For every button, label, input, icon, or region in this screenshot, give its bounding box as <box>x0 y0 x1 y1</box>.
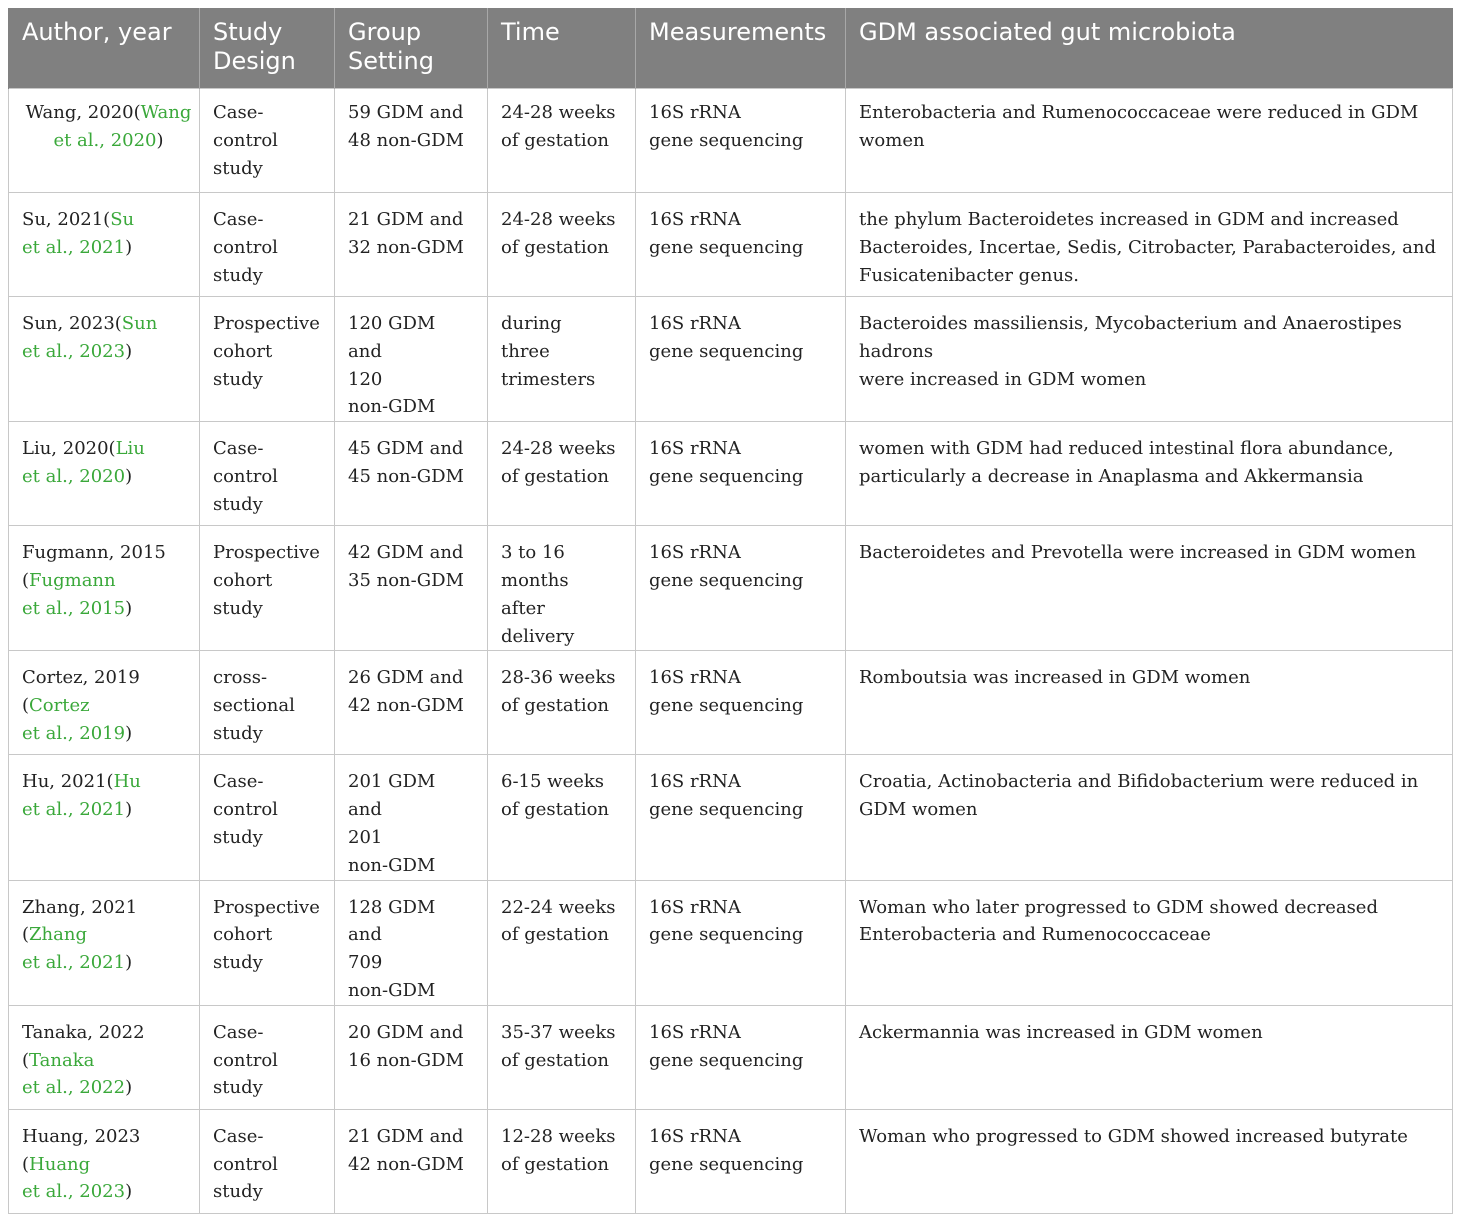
header-measurements: Measurements <box>636 8 846 89</box>
citation-link[interactable]: Liu <box>115 438 145 460</box>
group-cell: 128 GDM and 709 non-GDM <box>335 880 488 1005</box>
measurement-cell: 16S rRNA gene sequencing <box>636 89 846 193</box>
time-cell: 35-37 weeks of gestation <box>488 1005 636 1109</box>
citation-link[interactable]: et al., 2020 <box>22 465 126 487</box>
microbiota-cell: women with GDM had reduced intestinal flora abundance, particularly a decrease in Anaplasma and Akkermansia <box>846 422 1453 526</box>
citation-link[interactable]: et al., 2015 <box>22 597 126 619</box>
microbiota-cell: Woman who later progressed to GDM showed decreased Enterobacteria and Rumenococcaceae <box>846 880 1453 1005</box>
table-row <box>9 651 1453 755</box>
table-row <box>9 526 1453 651</box>
author-cell: Zhang, 2021 (Zhang et al., 2021) <box>9 880 200 1005</box>
author-cell: Sun, 2023(Sun et al., 2023) <box>9 297 200 422</box>
citation-link[interactable]: et al., 2019 <box>22 722 126 744</box>
measurement-cell: 16S rRNA gene sequencing <box>636 193 846 297</box>
group-cell: 21 GDM and 32 non-GDM <box>335 193 488 297</box>
measurement-cell: 16S rRNA gene sequencing <box>636 526 846 651</box>
citation-link[interactable]: Tanaka <box>29 1049 95 1071</box>
time-cell: 24-28 weeks of gestation <box>488 193 636 297</box>
microbiota-cell: the phylum Bacteroidetes increased in GDM and increased Bacteroides, Incertae, Sedis, Citrobacter, Parabacteroides, and Fusicatenibacter genus. <box>846 193 1453 297</box>
table-row <box>9 1005 1453 1109</box>
design-cell: Prospective cohort study <box>200 526 335 651</box>
citation-link[interactable]: et al., 2023 <box>22 1181 126 1203</box>
design-cell: Case- control study <box>200 755 335 880</box>
design-cell: Case- control study <box>200 422 335 526</box>
measurement-cell: 16S rRNA gene sequencing <box>636 651 846 755</box>
group-cell: 201 GDM and 201 non-GDM <box>335 755 488 880</box>
measurement-cell: 16S rRNA gene sequencing <box>636 1005 846 1109</box>
design-cell: Case- control study <box>200 89 335 193</box>
time-cell: during three trimesters <box>488 297 636 422</box>
header-gut-microbiota: GDM associated gut microbiota <box>846 8 1453 89</box>
group-cell: 59 GDM and 48 non-GDM <box>335 89 488 193</box>
author-cell: Hu, 2021(Hu et al., 2021) <box>9 755 200 880</box>
microbiota-cell: Romboutsia was increased in GDM women <box>846 651 1453 755</box>
microbiota-cell: Enterobacteria and Rumenococcaceae were reduced in GDM women <box>846 89 1453 193</box>
measurement-cell: 16S rRNA gene sequencing <box>636 755 846 880</box>
design-cell: Case- control study <box>200 1005 335 1109</box>
citation-link[interactable]: Hu <box>113 771 141 793</box>
citation-link[interactable]: et al., 2021 <box>22 236 126 258</box>
time-cell: 24-28 weeks of gestation <box>488 89 636 193</box>
time-cell: 24-28 weeks of gestation <box>488 422 636 526</box>
citation-link[interactable]: Su <box>110 209 135 230</box>
citation-link[interactable]: Sun <box>121 313 158 334</box>
header-author: Author, year <box>9 8 200 89</box>
design-cell: Case- control study <box>200 1109 335 1213</box>
microbiota-cell: Bacteroides massiliensis, Mycobacterium and Anaerostipes hadrons were increased in GDM women <box>846 297 1453 422</box>
design-cell: Case- control study <box>200 193 335 297</box>
microbiota-cell: Woman who progressed to GDM showed increased butyrate <box>846 1109 1453 1213</box>
citation-link[interactable]: Zhang <box>29 924 87 946</box>
citation-link[interactable]: et al., 2021 <box>22 799 126 821</box>
group-cell: 42 GDM and 35 non-GDM <box>335 526 488 651</box>
citation-link[interactable]: Fugmann <box>29 569 116 591</box>
microbiota-cell: Ackermannia was increased in GDM women <box>846 1005 1453 1109</box>
time-cell: 6-15 weeks of gestation <box>488 755 636 880</box>
time-cell: 28-36 weeks of gestation <box>488 651 636 755</box>
table-row <box>9 422 1453 526</box>
header-group-setting: Group Setting <box>335 8 488 89</box>
table-row <box>9 89 1453 193</box>
group-cell: 120 GDM and 120 non-GDM <box>335 297 488 422</box>
group-cell: 20 GDM and 16 non-GDM <box>335 1005 488 1109</box>
citation-link[interactable]: et al., 2023 <box>22 340 126 362</box>
design-cell: Prospective cohort study <box>200 880 335 1005</box>
measurement-cell: 16S rRNA gene sequencing <box>636 880 846 1005</box>
group-cell: 45 GDM and 45 non-GDM <box>335 422 488 526</box>
time-cell: 3 to 16 months after delivery <box>488 526 636 651</box>
citation-link[interactable]: et al., 2021 <box>22 952 126 974</box>
time-cell: 12-28 weeks of gestation <box>488 1109 636 1213</box>
citation-link[interactable]: Cortez <box>29 695 90 717</box>
author-cell: Huang, 2023 (Huang et al., 2023) <box>9 1109 200 1213</box>
measurement-cell: 16S rRNA gene sequencing <box>636 297 846 422</box>
citation-link[interactable]: Wang <box>140 102 192 123</box>
measurement-cell: 16S rRNA gene sequencing <box>636 1109 846 1213</box>
header-row <box>9 8 1453 89</box>
author-cell: Fugmann, 2015 (Fugmann et al., 2015) <box>9 526 200 651</box>
table-row <box>9 755 1453 880</box>
author-cell: Su, 2021(Su et al., 2021) <box>9 193 200 297</box>
author-cell: Cortez, 2019 (Cortez et al., 2019) <box>9 651 200 755</box>
table-row <box>9 297 1453 422</box>
design-cell: cross- sectional study <box>200 651 335 755</box>
header-study-design: Study Design <box>200 8 335 89</box>
author-cell: Liu, 2020(Liu et al., 2020) <box>9 422 200 526</box>
group-cell: 26 GDM and 42 non-GDM <box>335 651 488 755</box>
microbiota-cell: Bacteroidetes and Prevotella were increased in GDM women <box>846 526 1453 651</box>
microbiota-cell: Croatia, Actinobacteria and Bifidobacterium were reduced in GDM women <box>846 755 1453 880</box>
citation-link[interactable]: et al., 2020 <box>53 129 157 151</box>
author-cell: Tanaka, 2022 (Tanaka et al., 2022) <box>9 1005 200 1109</box>
author-cell: Wang, 2020(Wang et al., 2020) <box>9 89 200 193</box>
table-row <box>9 1109 1453 1213</box>
citation-link[interactable]: et al., 2022 <box>22 1077 126 1099</box>
group-cell: 21 GDM and 42 non-GDM <box>335 1109 488 1213</box>
citation-link[interactable]: Huang <box>29 1153 91 1175</box>
table-row <box>9 193 1453 297</box>
time-cell: 22-24 weeks of gestation <box>488 880 636 1005</box>
studies-table <box>8 8 1453 1214</box>
design-cell: Prospective cohort study <box>200 297 335 422</box>
header-time: Time <box>488 8 636 89</box>
table-row <box>9 880 1453 1005</box>
measurement-cell: 16S rRNA gene sequencing <box>636 422 846 526</box>
